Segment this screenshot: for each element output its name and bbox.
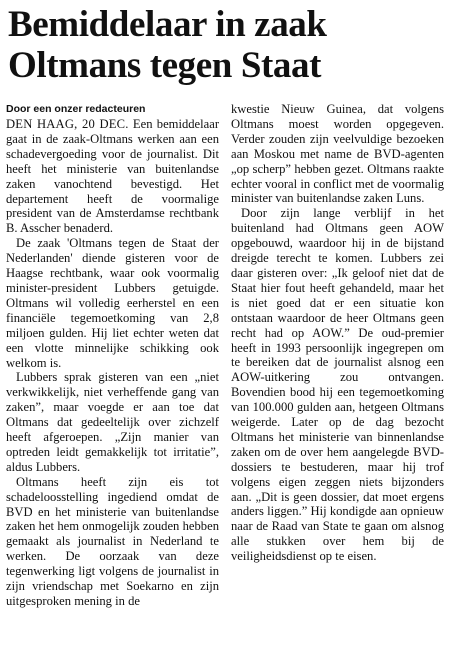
paragraph: kwestie Nieuw Guinea, dat volgens Oltmans moest worden opgegeven. Verder zouden zijn veelvuldige bezoeken aan Moskou met name de BVD-agenten „op scherp” hebben gezet. Oltmans raakte echter vooral in conflict met de voormalig minister van buitenlandse zaken Luns. xyxy=(231,102,444,206)
dateline: DEN HAAG, 20 DEC. xyxy=(6,117,129,131)
article-body xyxy=(6,102,444,672)
headline-line-1: Bemiddelaar in zaak xyxy=(8,4,327,45)
paragraph: De zaak 'Oltmans tegen de Staat der Nederlanden' diende gisteren voor de Haagse rechtbank, waar ook voormalig minister-president Lubbers getuigde. Oltmans wil volledig eerherstel en een financiële tegemoetkoming van 2,8 miljoen gulden. Hij liet echter weten dat een vlotte minnelijke schikking ook welkom is. xyxy=(6,236,219,370)
column-right xyxy=(231,102,444,672)
headline-line-2: Oltmans tegen Staat xyxy=(8,45,322,86)
paragraph: Lubbers sprak gisteren van een „niet verkwikkelijk, niet verheffende gang van zaken”, maar voegde er aan toe dat Oltmans dat gedeeltelijk over zichzelf heeft afgeroepen. „Zijn manier van optreden leidt gemakkelijk tot irritatie”, aldus Lubbers. xyxy=(6,370,219,474)
headline xyxy=(8,4,442,86)
column-left xyxy=(6,102,219,672)
byline: Door een onzer redacteuren xyxy=(6,103,146,115)
paragraph: Oltmans heeft zijn eis tot schadeloosstelling ingediend omdat de BVD en het ministerie van buitenlandse zaken het hem onmogelijk zouden hebben gemaakt als journalist in Nederland te werken. De oorzaak van deze tegenwerking ligt volgens de journalist in zijn vriendschap met Soekarno en zijn uitgesproken mening in de xyxy=(6,474,219,608)
paragraph-text: Een bemiddelaar gaat in de zaak-Oltmans werken aan een schadevergoeding voor de journalist. Dit heeft het ministerie van buitenlandse zaken vanochtend bevestigd. Het departement heeft de voormalige president van de Amsterdamse rechtbank B. Asscher benaderd. xyxy=(6,117,219,236)
paragraph: Door zijn lange verblijf in het buitenland had Oltmans geen AOW opgebouwd, waardoor hij in de bijstand dreigde terecht te komen. Lubbers zei daar gisteren over: „Ik geloof niet dat de Staat hier fout heeft gehandeld, maar het is niet goed dat er een situatie kon ontstaan waardoor de heer Oltmans geen recht had op AOW.” De oud-premier heeft in 1993 persoonlijk ingegrepen om te bereiken dat de journalist alsnog een AOW-uitkering zou ontvangen. Bovendien bood hij een tegemoetkoming van 100.000 gulden aan, hetgeen Oltmans weigerde. Later op de dag bezocht Oltmans het ministerie van binnenlandse zaken om de over hem aangelegde BVD-dossiers te bestuderen, maar hij trof volgens eigen zeggen niets bijzonders aan. „Dit is geen dossier, dat moet ergens anders liggen.” Hij kondigde aan opnieuw naar de Raad van State te gaan om alsnog alle stukken over hem bij de veiligheidsdienst op te eisen. xyxy=(231,206,444,564)
paragraph xyxy=(6,117,219,236)
